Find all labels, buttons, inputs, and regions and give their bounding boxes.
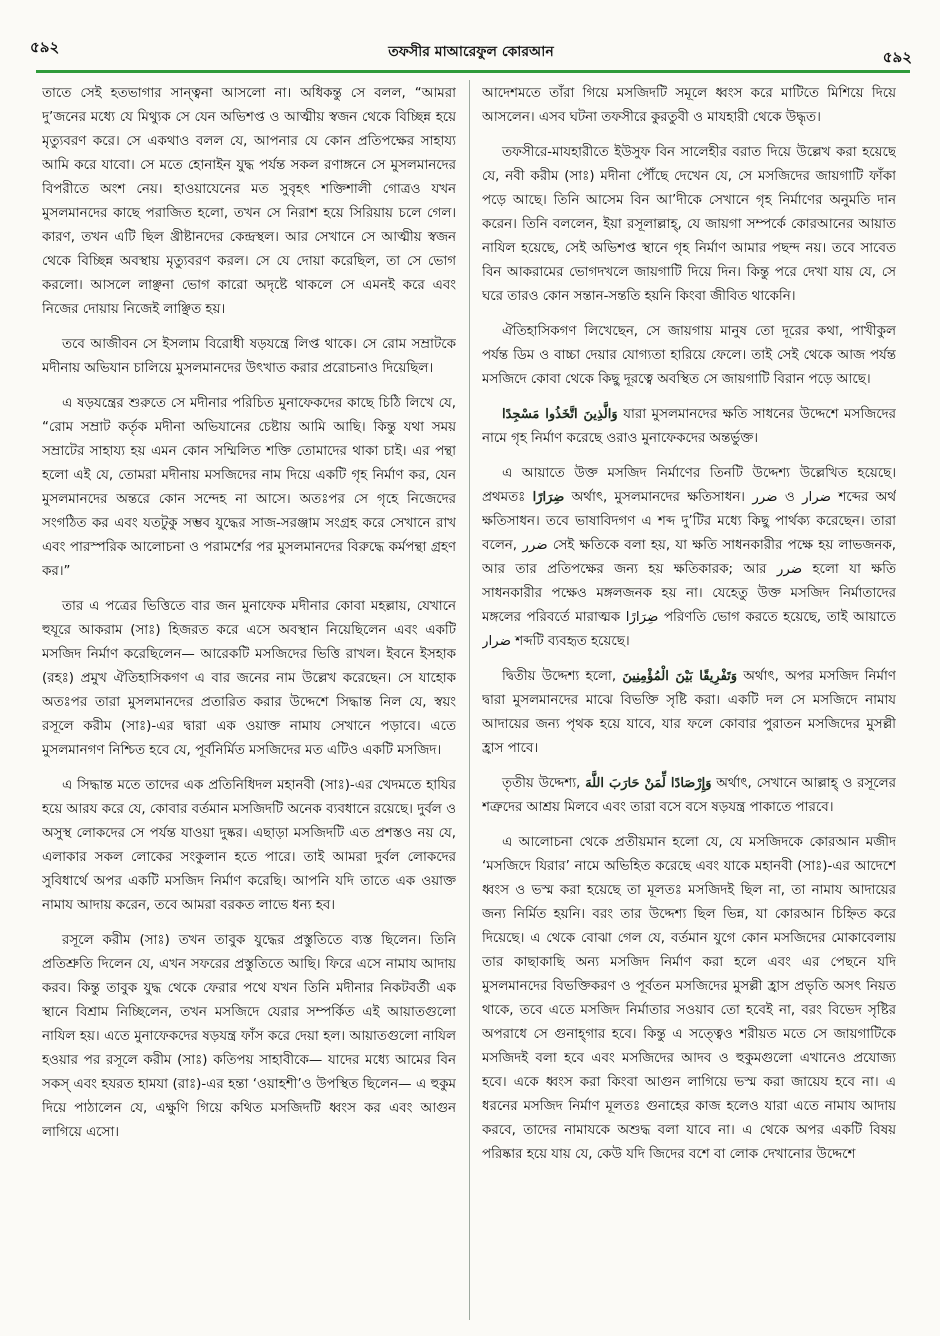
header-rule [36,70,910,73]
paragraph: এ সিদ্ধান্ত মতে তাদের এক প্রতিনিধিদল মহানবী (সাঃ)-এর খেদমতে হাযির হয়ে আরয করে যে, কোবার বর্তমান মসজিদটি অনেক ব্যবধানে রয়েছে। দুর্বল ও অসুস্থ লোকদের সে পর্যন্ত যাওয়া দুষ্কর। এছাড়া মসজিদটি এত প্রশস্তও নয় যে, এলাকার সকল লোকের সংকুলান হতে পারে। তাই আমরা দুর্বল লোকদের সুবিধার্থে অপর একটি মসজিদ নির্মাণ করেছি। আপনি যদি তাতে এক ওয়াক্ত নামায আদায় করেন, তবে আমরা বরকত লাভে ধন্য হব। [42,778,456,913]
paragraph: এ আলোচনা থেকে প্রতীয়মান হলো যে, যে মসজিদকে কোরআন মজীদ ‘মসজিদে যিরার’ নামে অভিহিত করেছে এবং যাকে মহানবী (সাঃ)-এর আদেশে ধ্বংস ও ভস্ম করা হয়েছে তা মূলতঃ মসজিদই ছিল না, তা নামায আদায়ের জন্য নির্মিত হয়নি। বরং তার উদ্দেশ্য ছিল ভিন্ন, যা কোরআন চিহ্নিত করে দিয়েছে। এ থেকে বোঝা গেল যে, বর্তমান যুগে কোন মসজিদের মোকাবেলায় তার কাছাকাছি অন্য মসজিদ নির্মাণ করা হলে এবং এর পেছনে যদি মুসলমানদের বিভক্তিকরণ ও পূর্বতন মসজিদের মুসল্লী হ্রাস প্রভৃতি অসৎ নিয়ত থাকে, তবে এতে মসজিদ নির্মাতার সওয়াব তো হবেই না, বরং বিভেদ সৃষ্টির অপরাধে সে গুনাহ্গার হবে। কিন্তু এ সত্ত্বেও শরীয়ত মতে সে জায়গাটিকে মসজিদই বলা হবে এবং মসজিদের আদব ও হুকুমগুলো এখানেও প্রযোজ্য হবে। একে ধ্বংস করা কিংবা আগুন লাগিয়ে ভস্ম করা জায়েয হবে না। এ ধরনের মসজিদ নির্মাণ মূলতঃ গুনাহের কাজ হলেও যারা এতে নামায আদায় করবে, তাদের নামাযকে অশুদ্ধ বলা যাবে না। এ থেকে অপর একটি বিষয় পরিষ্কার হয়ে যায় যে, কেউ যদি জিদের বশে বা লোক দেখানোর উদ্দেশে [482,835,896,1162]
paragraph-text-before: তৃতীয় উদ্দেশ্য, [502,776,581,791]
arabic-verse: وَالَّذِينَ اتَّخَذُوا مَسْجِدًا [502,407,618,422]
paragraph: তফসীরে-মাযহারীতে ইউসুফ বিন সালেহীর বরাত দিয়ে উল্লেখ করা হয়েছে যে, নবী করীম (সাঃ) মদীনা পৌঁছে দেখেন যে, সে মসজিদের জায়গাটি ফাঁকা পড়ে আছে। তিনি আসেম বিন আ’দীকে সেখানে গৃহ নির্মাণের অনুমতি দান করেন। তিনি বললেন, ইয়া রসূলাল্লাহ্, যে জায়গা সম্পর্কে কোরআনের আয়াত নাযিল হয়েছে, সেই অভিশপ্ত স্থানে গৃহ নির্মাণ আমার পছন্দ নয়। তবে সাবেত বিন আকরামের ভোগদখলে জায়গাটি দিয়ে দিন। কিন্তু পরে দেখা যায় যে, সে ঘরে তারও কোন সন্তান-সন্ততি হয়নি কিংবা জীবিত থাকেনি। [482,145,896,304]
paragraph-text: অর্থাৎ, সেখানে আল্লাহ্ ও রসূলের শত্রুদের আশ্রয় মিলবে এবং তারা বসে বসে ষড়যন্ত্র পাকাতে পারবে। [482,776,896,815]
paragraph-text: যারা মুসলমানদের ক্ষতি সাধনের উদ্দেশে মসজিদের নামে গৃহ নির্মাণ করেছে ওরাও মুনাফেকদের অন্তর্ভুক্ত। [482,407,896,446]
paragraph-text: অর্থাৎ, অপর মসজিদ নির্মাণ দ্বারা মুসলমানদের মাঝে বিভক্তি সৃষ্টি করা। একটি দল সে মসজিদে নামায আদায়ের জন্য পৃথক হয়ে যাবে, যার ফলে কোবার পুরাতন মসজিদের মুসল্লী হ্রাস পাবে। [482,669,896,756]
page-header [30,34,912,64]
paragraph: ঐতিহাসিকগণ লিখেছেন, সে জায়গায় মানুষ তো দূরের কথা, পাখীকুল পর্যন্ত ডিম ও বাচ্চা দেয়ার যোগ্যতা হারিয়ে ফেলে। তাই সেই থেকে আজ পর্যন্ত মসজিদে কোবা থেকে কিছু দূরত্বে অবস্থিত সে জায়গাটি বিরান পড়ে আছে। [482,324,896,387]
left-column [42,82,456,1322]
page-number-right: ৫৯২ [882,48,912,66]
paragraph [482,403,896,451]
paragraph: আদেশমতে তাঁরা গিয়ে মসজিদটি সমূলে ধ্বংস করে মাটিতে মিশিয়ে দিয়ে আসলেন। এসব ঘটনা তফসীরে কুরতুবী ও মাযহারী থেকে উদ্ধৃত। [482,86,896,125]
arabic-word: ضِرَارًا [532,490,565,505]
paragraph [482,462,896,654]
paragraph-text-before: দ্বিতীয় উদ্দেশ্য হলো, [502,669,617,684]
paragraph: রসূলে করীম (সাঃ) তখন তাবুক যুদ্ধের প্রস্তুতিতে ব্যস্ত ছিলেন। তিনি প্রতিশ্রুতি দিলেন যে, এখন সফরের প্রস্তুতিতে আছি। ফিরে এসে নামায আদায় করব। কিন্তু তাবুক যুদ্ধ থেকে ফেরার পথে যখন তিনি মদীনার নিকটবর্তী এক স্থানে বিশ্রাম নিচ্ছিলেন, তখন মসজিদে যেরার সম্পর্কিত এই আয়াতগুলো নাযিল হয়। এতে মুনাফেকদের ষড়যন্ত্র ফাঁস করে দেয়া হল। আয়াতগুলো নাযিল হওয়ার পর রসূলে করীম (সাঃ) কতিপয় সাহাবীকে— যাদের মধ্যে আমের বিন সকস্ এবং হযরত হামযা (রাঃ)-এর হন্তা ‘ওয়াহশী’ও উপস্থিত ছিলেন— এ হুকুম দিয়ে পাঠালেন যে, এক্ষুণি গিয়ে কথিত মসজিদটি ধ্বংস কর এবং আগুন লাগিয়ে এসো। [42,933,456,1140]
paragraph: তাতে সেই হতভাগার সান্ত্বনা আসলো না। অধিকন্তু সে বলল, “আমরা দু’জনের মধ্যে যে মিথ্যুক সে যেন অভিশপ্ত ও আত্মীয় স্বজন থেকে বিচ্ছিন্ন হয়ে মৃত্যুবরণ করে। সে একথাও বলল যে, আপনার যে কোন প্রতিপক্ষের সাহায্য আমি করে যাবো। সে মতে হোনাইন যুদ্ধ পর্যন্ত সকল রণাঙ্গনে সে মুসলমানদের বিপরীতে অংশ নেয়। হাওয়াযেনের মত সুবৃহৎ শক্তিশালী গোত্রও যখন মুসলমানদের কাছে পরাজিত হলো, তখন সে নিরাশ হয়ে সিরিয়ায় চলে গেল। কারণ, তখন এটি ছিল খ্রীষ্টানদের কেন্দ্রস্থল। আর সেখানে সে আত্মীয় স্বজন থেকে বিচ্ছিন্ন অবস্থায় মৃত্যুবরণ করল। সে যে দোয়া করেছিল, তা সে ভোগ করলো। আসলে লাঞ্ছনা ভোগ কারো অদৃষ্টে থাকলে সে এমনই করে এবং নিজের দোয়ায় নিজেই লাঞ্ছিত হয়। [42,86,456,317]
paragraph [482,665,896,761]
arabic-verse: وَإِرْصَادًا لِّمَنْ حَارَبَ اللَّهَ [585,776,712,791]
paragraph: এ ষড়যন্ত্রের শুরুতে সে মদীনার পরিচিত মুনাফেকদের কাছে চিঠি লিখে যে, “রোম সম্রাট কর্তৃক মদীনা অভিযানের চেষ্টায় আমি আছি। কিন্তু যথা সময় সম্রাটের সাহায্য হয় এমন কোন সম্মিলিত শক্তি তোমাদের থাকা চাই। এর পন্থা হলো এই যে, তোমরা মদীনায় মসজিদের নাম দিয়ে একটি গৃহ নির্মাণ কর, যেন মুসলমানদের অন্তরে কোন সন্দেহ না আসে। অতঃপর সে গৃহে নিজেদের সংগঠিত কর এবং যতটুকু সম্ভব যুদ্ধের সাজ-সরঞ্জাম সংগ্রহ করে সেখানে রাখ এবং পারস্পরিক আলোচনা ও পরামর্শের পর মুসলমানদের বিরুদ্ধে কর্মপন্থা গ্রহণ কর।” [42,396,456,579]
paragraph-text-before: এ আয়াতে উক্ত মসজিদ নির্মাণের তিনটি উদ্দেশ্য উল্লেখিত হয়েছে। প্রথমতঃ [482,466,896,505]
paragraph [482,772,896,820]
arabic-verse: وَتَفْرِيقًا بَيْنَ الْمُؤْمِنِينَ [622,669,738,684]
paragraph: তার এ পত্রের ভিত্তিতে বার জন মুনাফেক মদীনার কোবা মহল্লায়, যেখানে হুযূরে আকরাম (সাঃ) হিজরত করে এসে অবস্থান নিয়েছিলেন এবং একটি মসজিদ নির্মাণ করেছিলেন— আরেকটি মসজিদের ভিত্তি রাখল। ইবনে ইসহাক (রহঃ) প্রমুখ ঐতিহাসিকগণ এ বার জনের নাম উল্লেখ করেছেন। সে যাহোক অতঃপর তারা মুসলমানদের প্রতারিত করার উদ্দেশে সিদ্ধান্ত নিল যে, স্বয়ং রসূলে করীম (সাঃ)-এর দ্বারা এক ওয়াক্ত নামায সেখানে পড়াবে। এতে মুসলমানগণ নিশ্চিত হবে যে, পূর্বনির্মিত মসজিদের মত এটিও একটি মসজিদ। [42,599,456,758]
right-column [482,82,896,1322]
paragraph-text: অর্থাৎ, মুসলমানদের ক্ষতিসাধন। ضرر ও ضرار শব্দের অর্থ ক্ষতিসাধন। তবে ভাষাবিদগণ এ শব্দ দু’টির মধ্যে কিছু পার্থক্য করেছেন। তারা বলেন, ضرر সেই ক্ষতিকে বলা হয়, যা ক্ষতি সাধনকারীর পক্ষে হয় লাভজনক, আর তার প্রতিপক্ষের জন্য হয় ক্ষতিকারক; আর ضرر হলো যা ক্ষতি সাধনকারীর পক্ষেও মঙ্গলজনক হয় না। যেহেতু উক্ত মসজিদ নির্মাতাদের মঙ্গলের পরিবর্তে মারাত্মক ضِرَارًا পরিণতি ভোগ করতে হয়েছে, তাই আয়াতে ضرار শব্দটি ব্যবহৃত হয়েছে। [482,490,896,649]
paragraph: তবে আজীবন সে ইসলাম বিরোধী ষড়যন্ত্রে লিপ্ত থাকে। সে রোম সম্রাটকে মদীনায় অভিযান চালিয়ে মুসলমানদের উৎখাত করার প্ররোচনাও দিয়েছিল। [42,337,456,376]
running-title: তফসীর মাআরেফুল কোরআন [388,44,554,60]
page-number-left: ৫৯২ [30,38,60,56]
column-divider [469,80,470,1320]
